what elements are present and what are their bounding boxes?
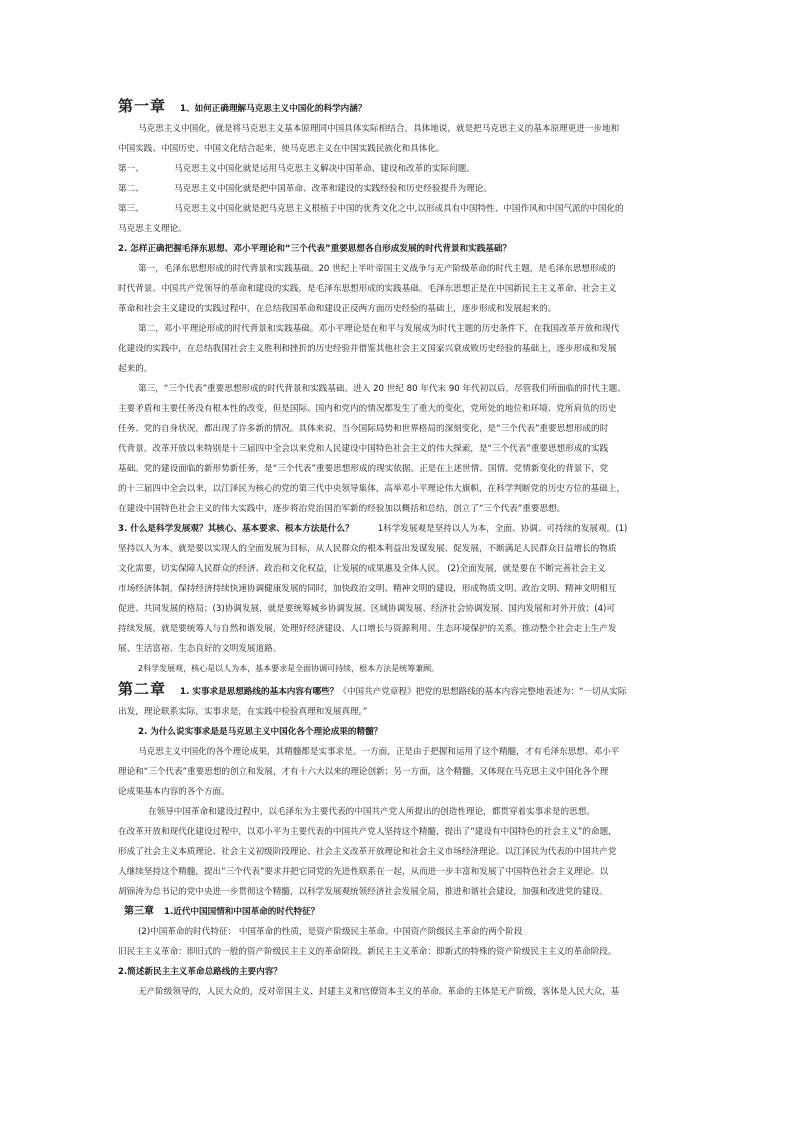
paragraph-line: 在领导中国革命和建设过程中，以毛泽东为主要代表的中国共产党人所提出的创造性理论，都贯穿着实事求是的思想。 bbox=[148, 807, 595, 817]
chapter3-heading-line bbox=[118, 902, 698, 922]
point-text: 马克思主义中国化就是运用马克思主义解决中国革命、建设和改革的实际问题。 bbox=[174, 164, 475, 174]
paragraph-line: 形成了社会主义本质理论、社会主义初级阶段理论、社会主义改革开放理论和社会主义市场经济理论。以江泽民为代表的中国共产党 bbox=[118, 847, 617, 857]
paragraph-line: 中国实践、中国历史、中国文化结合起来，使马克思主义在中国实践民族化和具体化。 bbox=[118, 144, 445, 154]
paragraph-line: 马克思主义中国化的各个理论成果，其精髓都是实事求是。一方面，正是由于把握和运用了这个精髓，才有毛泽东思想、邓小平 bbox=[138, 747, 620, 757]
paragraph-text: 《中国共产党章程》把党的思想路线的基本内容完整地表述为：“一切从实际 bbox=[338, 687, 627, 697]
paragraph-line: 坚持以人为本，就是要以实现人的全面发展为目标，从人民群众的根本利益出发谋发展、促发展，不断满足人民群众日益增长的物质 bbox=[118, 544, 617, 554]
point-line bbox=[118, 199, 698, 219]
paragraph-line: 基础。党的建设面临的新形势新任务，是“三个代表”重要思想形成的现实依据。正是在上述世情、国情、党情新变化的背景下，党 bbox=[118, 464, 609, 474]
paragraph-line: 文化需要，切实保障人民群众的经济、政治和文化权益，让发展的成果惠及全体人民。 (2)全面发展，就是要在不断完善社会主义 bbox=[118, 564, 606, 574]
paragraph-line: 展、生活富裕、生态良好的文明发展道路。 bbox=[118, 644, 282, 654]
question: 1.近代中国国情和中国革命的时代特征？ bbox=[164, 907, 320, 917]
paragraph-line: 时代背景。中国共产党领导的革命和建设的实践，是毛泽东思想形成的实践基础。毛泽东思想正是在中国新民主主义革命、社会主义 bbox=[118, 284, 617, 294]
paragraph-line: 第一，毛泽东思想形成的时代背景和实践基础。20 世纪上半叶帝国主义战争与无产阶级革命的时代主题，是毛泽东思想形成的 bbox=[138, 264, 616, 274]
paragraph-line: 第三，“三个代表”重要思想形成的时代背景和实践基础。进入 20 世纪 80 年代末 90 年代初以后，尽管我们所面临的时代主题、 bbox=[138, 384, 626, 394]
paragraph-line: 马克思主义理论。 bbox=[118, 224, 187, 234]
paragraph-line: 第二，邓小平理论形成的时代背景和实践基础。邓小平理论是在和平与发展成为时代主题的历史条件下，在我国改革开放和现代 bbox=[138, 324, 620, 334]
paragraph-line: 市场经济体制，保持经济持续快速协调健康发展的同时，加快政治文明、精神文明的建设，形成物质文明、政治文明、精神文明相互 bbox=[118, 584, 617, 594]
paragraph-line: 论成果基本内容的各个方面。 bbox=[118, 787, 230, 797]
chapter-title: 第一章 bbox=[118, 97, 167, 115]
document-page bbox=[118, 96, 698, 1002]
question: 2.简述新民主主义革命总路线的主要内容？ bbox=[118, 967, 282, 977]
paragraph-line: 在改革开放和现代化建设过程中，以邓小平为主要代表的中国共产党人坚持这个精髓，提出了“建设有中国特色的社会主义”的命题， bbox=[118, 827, 617, 837]
paragraph-line: (2)中国革命的时代特征： 中国革命的性质，是资产阶级民主革命。中国资产阶级民主革命的两个阶段 bbox=[138, 927, 523, 937]
chapter1-heading-line bbox=[118, 96, 698, 119]
chapter-title: 第三章 bbox=[124, 906, 154, 917]
paragraph-line: 在建设中国特色社会主义的伟大实践中，逐步将治党治国治军新的经验加以概括和总结，创立了“三个代表”重要思想。 bbox=[118, 504, 566, 514]
paragraph-line: 持续发展，就是要统筹人与自然和谐发展，处理好经济建设、人口增长与资源利用、生态环境保护的关系，推动整个社会走上生产发 bbox=[118, 624, 617, 634]
paragraph-line: 出发，理论联系实际，实事求是，在实践中检验真理和发展真理。” bbox=[118, 707, 368, 717]
point-label: 第一、 bbox=[118, 164, 144, 174]
question: 1、如何正确理解马克思主义中国化的科学内涵？ bbox=[180, 104, 367, 114]
paragraph-text: 1科学发展观是坚持以人为本，全面、协调、可持续的发展观。(1) bbox=[377, 524, 628, 534]
paragraph-line: 的十三届四中全会以来，以江泽民为核心的党的第三代中央领导集体，高举邓小平理论伟大旗帜，在科学判断党的历史方位的基础上， bbox=[118, 484, 626, 494]
question: 1. 实事求是思想路线的基本内容有哪些？ bbox=[180, 687, 339, 697]
paragraph-line: 起来的。 bbox=[118, 364, 153, 374]
paragraph-line: 无产阶级领导的，人民大众的，反对帝国主义、封建主义和官僚资本主义的革命。革命的主体是无产阶级，客体是人民大众，基 bbox=[138, 987, 620, 997]
paragraph-line: 革命和社会主义建设的实践过程中，在总结我国革命和建设正反两方面历史经验的基础上，逐步形成和发展起来的。 bbox=[118, 304, 557, 314]
paragraph-line: 促进、共同发展的格局；(3)协调发展，就是要统筹城乡协调发展、区域协调发展、经济社会协调发展、国内发展和对外开放；(4)可 bbox=[118, 604, 616, 614]
paragraph-line: 人继续坚持这个精髓，提出“三个代表”要求并把它同党的先进性联系在一起，从而进一步丰富和发展了中国特色社会主义理论。以 bbox=[118, 867, 609, 877]
question: 2. 为什么说实事求是是马克思主义中国化各个理论成果的精髓？ bbox=[138, 727, 383, 737]
point-label: 第二、 bbox=[118, 184, 144, 194]
point-label: 第三、 bbox=[118, 204, 144, 214]
paragraph-line: 胡锦涛为总书记的党中央进一步贯彻这个精髓，以科学发展观统领经济社会发展全局，推进和谐社会建设，加强和改进党的建设。 bbox=[118, 887, 608, 897]
point-line bbox=[118, 179, 698, 199]
paragraph-line: 主要矛盾和主要任务没有根本性的改变，但是国际、国内和党内的情况都发生了重大的变化，党所处的地位和环境、党所肩负的历史 bbox=[118, 404, 617, 414]
paragraph-line: 2科学发展观，核心是以人为本，基本要求是全面协调可持续，根本方法是统筹兼顾。 bbox=[138, 664, 440, 673]
paragraph-line: 任务、党的自身状况，都出现了许多新的情况。具体来说，当今国际局势和世界格局的深刻变化，是“三个代表”重要思想形成的时 bbox=[118, 424, 609, 434]
paragraph-line: 理论和“三个代表”重要思想的创立和发展，才有十六大以来的理论创新；另一方面，这个精髓，又体现在马克思主义中国化各个理 bbox=[118, 767, 609, 777]
paragraph-line: 旧民主主义革命：即旧式的一般的资产阶级民主主义的革命阶段。新民主主义革命：即新式的特殊的资产阶级民主主义的革命阶段。 bbox=[118, 947, 617, 957]
point-text: 马克思主义中国化就是把中国革命、改革和建设的实践经验和历史经验提升为理论。 bbox=[174, 184, 492, 194]
question-line bbox=[118, 519, 698, 539]
question: 3. 什么是科学发展观？其核心、基本要求、根本方法是什么？ bbox=[118, 524, 354, 534]
chapter-title: 第二章 bbox=[118, 680, 167, 698]
chapter2-heading-line bbox=[118, 679, 698, 702]
paragraph-line: 代背景。改革开放以来特别是十三届四中全会以来党和人民建设中国特色社会主义的伟大探索，是“三个代表”重要思想形成的实践 bbox=[118, 444, 609, 454]
point-text: 马克思主义中国化就是把马克思主义根植于中国的优秀文化之中,以形成具有中国特性、中国作风和中国气派的中国化的 bbox=[174, 204, 624, 214]
question: 2. 怎样正确把握毛泽东思想、邓小平理论和“三个代表”重要思想各自形成发展的时代背景和实践基础？ bbox=[118, 244, 512, 254]
paragraph-line: 马克思主义中国化，就是将马克思主义基本原理同中国具体实际相结合。具体地说，就是把马克思主义的基本原理更进一步地和 bbox=[138, 124, 620, 134]
point-line bbox=[118, 159, 698, 179]
paragraph-line: 化建设的实践中，在总结我国社会主义胜利和挫折的历史经验并借鉴其他社会主义国家兴衰成败历史经验的基础上，逐步形成和发展 bbox=[118, 344, 617, 354]
